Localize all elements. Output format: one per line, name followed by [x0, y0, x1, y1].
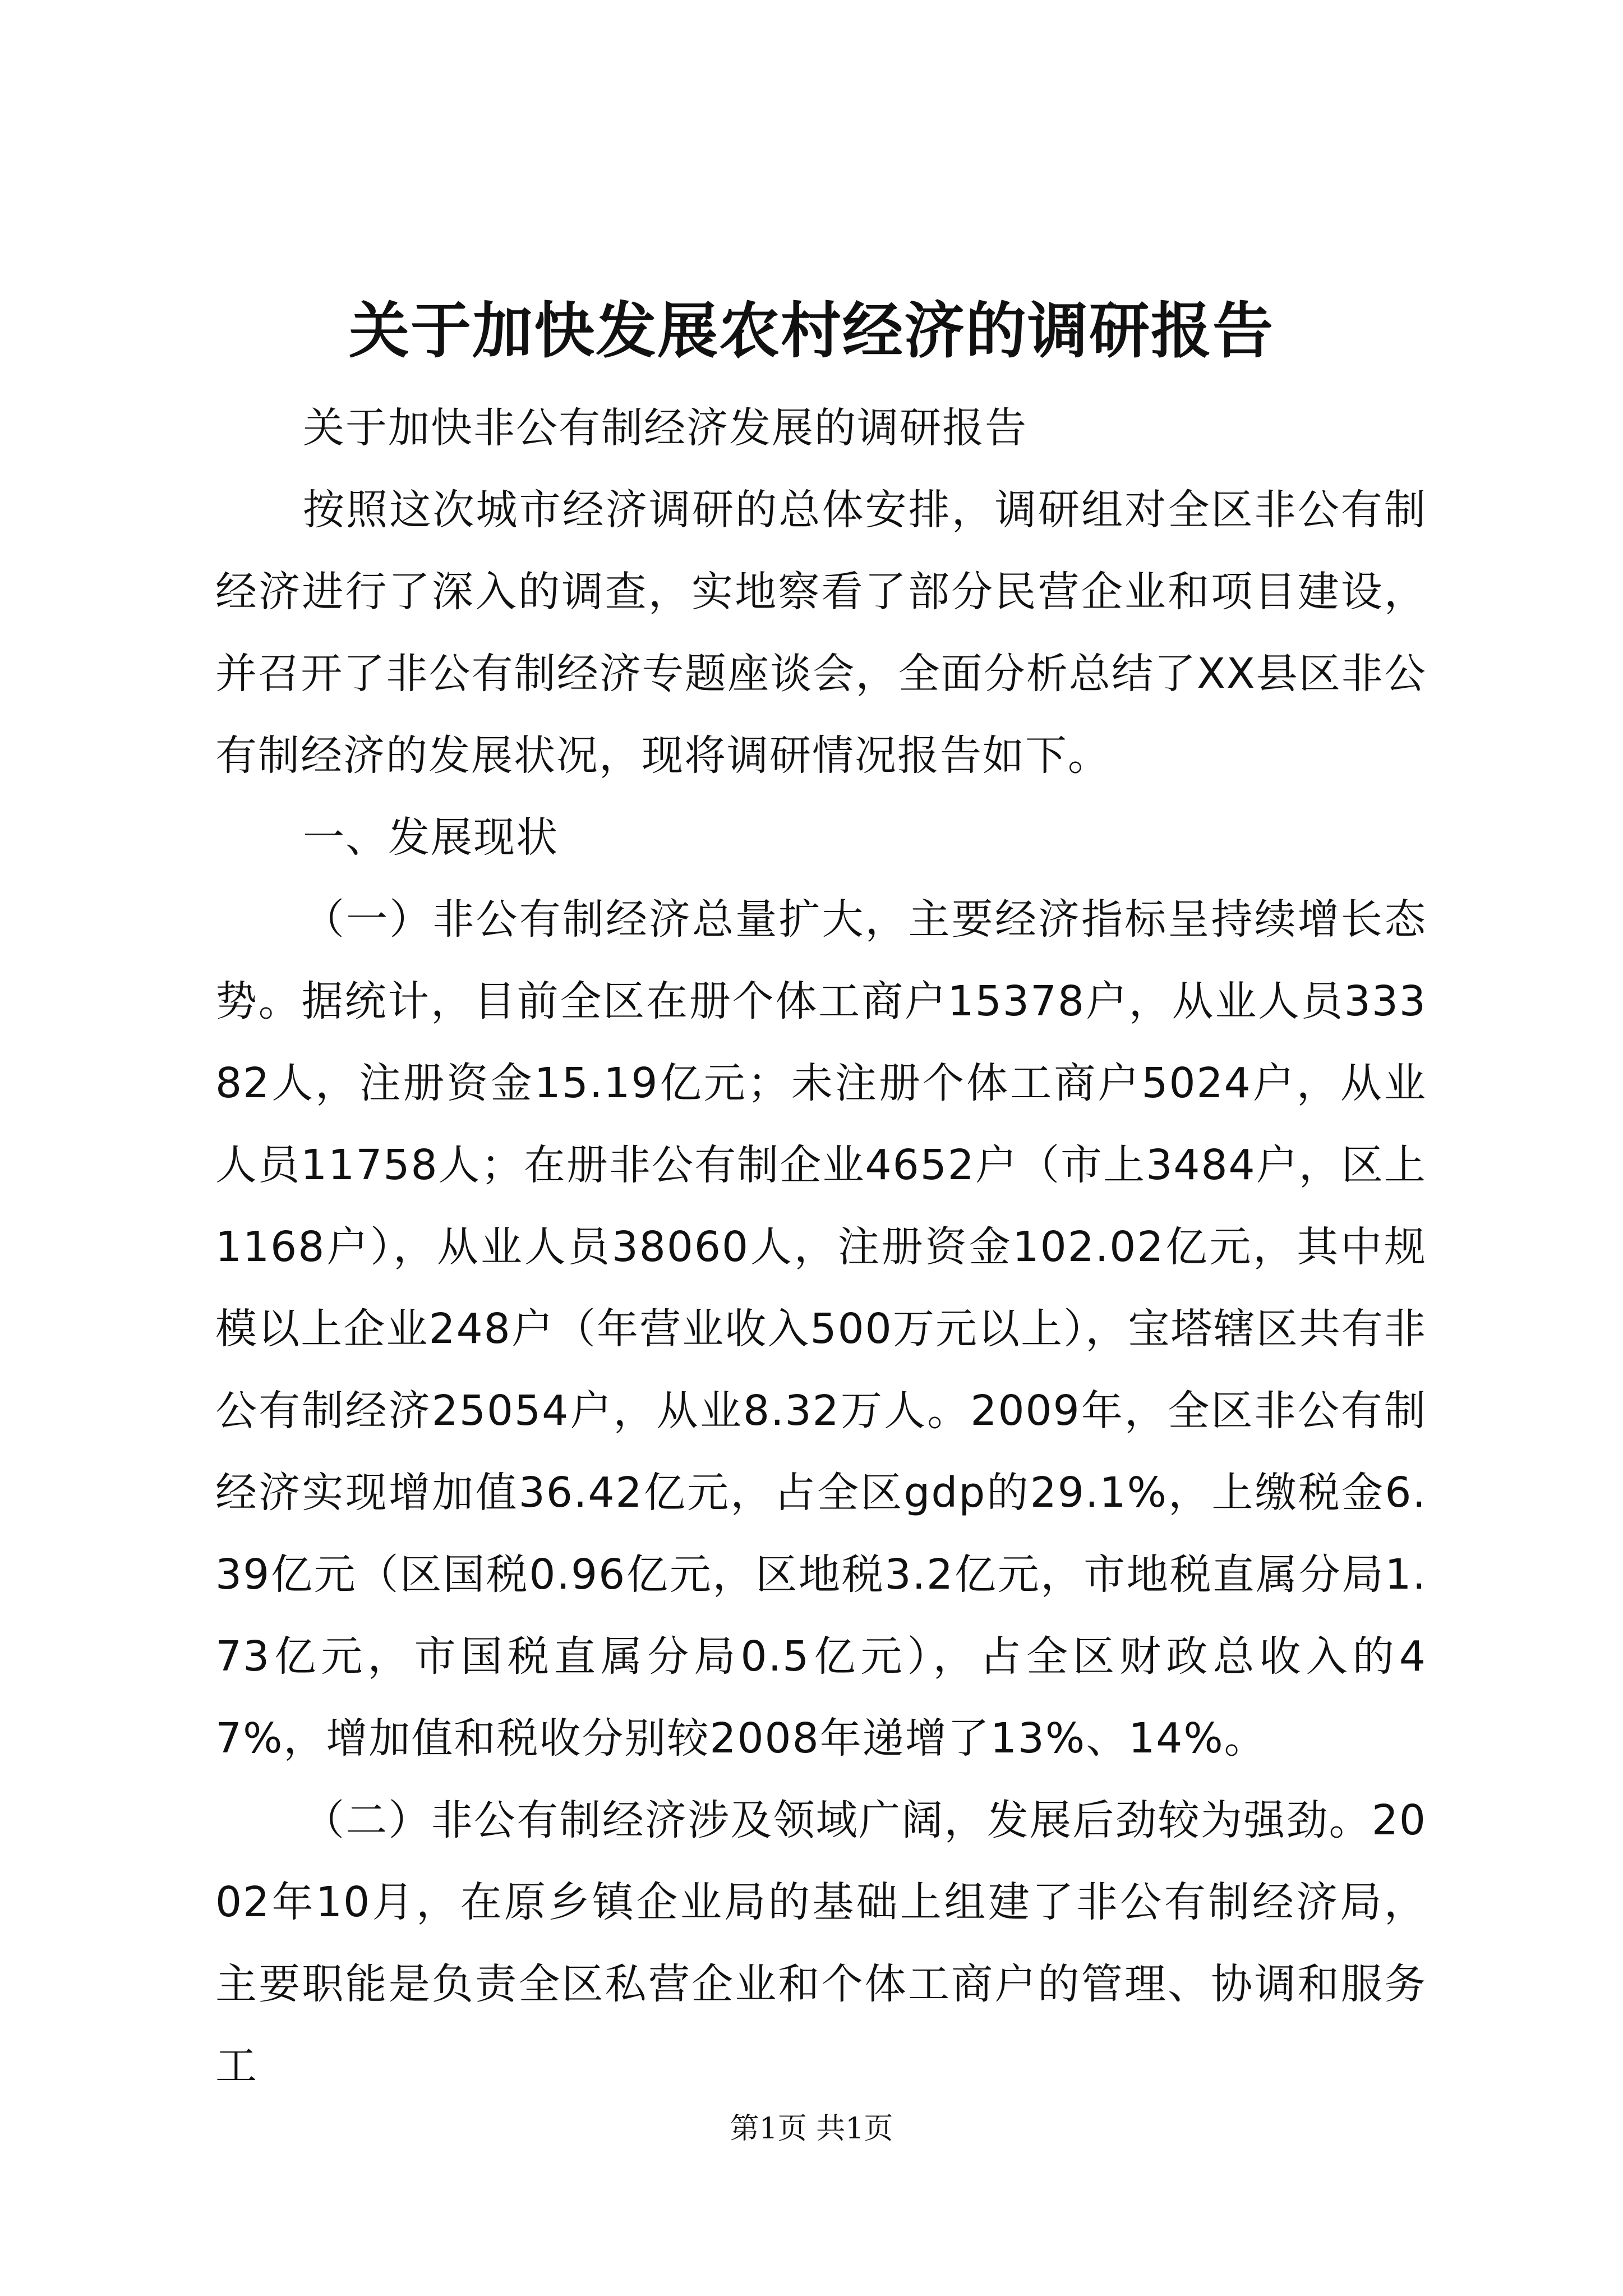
- page-footer: 第1页 共1页: [730, 2112, 893, 2146]
- paragraph-1: （一）非公有制经济总量扩大，主要经济指标呈持续增长态势。据统计，目前全区在册个体工商户15378户，从业人员33382人，注册资金15.19亿元；未注册个体工商户5024户，从业人员11758人；在册非公有制企业4652户（市上3484户，区上1168户），从业人员38060人，注册资金102.02亿元，其中规模以上企业248户（年营业收入500万元以上），宝塔辖区共有非公有制经济25054户，从业8.32万人。2009年，全区非公有制经济实现增加值36.42亿元，占全区gdp的29.1%，上缴税金6.39亿元（区国税0.96亿元，区地税3.2亿元，市地税直属分局1.73亿元，市国税直属分局0.5亿元），占全区财政总收入的47%，增加值和税收分别较2008年递增了13%、14%。: [215, 895, 1427, 1763]
- section-heading: 一、发展现状: [303, 813, 559, 862]
- subtitle-paragraph: 关于加快非公有制经济发展的调研报告: [303, 404, 1027, 452]
- paragraph-2: （二）非公有制经济涉及领域广阔，发展后劲较为强劲。2002年10月，在原乡镇企业局的基础上组建了非公有制经济局，主要职能是负责全区私营企业和个体工商户的管理、协调和服务工: [215, 1796, 1427, 2090]
- intro-paragraph: 按照这次城市经济调研的总体安排，调研组对全区非公有制经济进行了深入的调查，实地察看了部分民营企业和项目建设，并召开了非公有制经济专题座谈会，全面分析总结了XX县区非公有制经济的发展状况，现将调研情况报告如下。: [215, 486, 1427, 780]
- document-body: [215, 387, 1427, 2107]
- document-title: 关于加快发展农村经济的调研报告: [348, 296, 1274, 366]
